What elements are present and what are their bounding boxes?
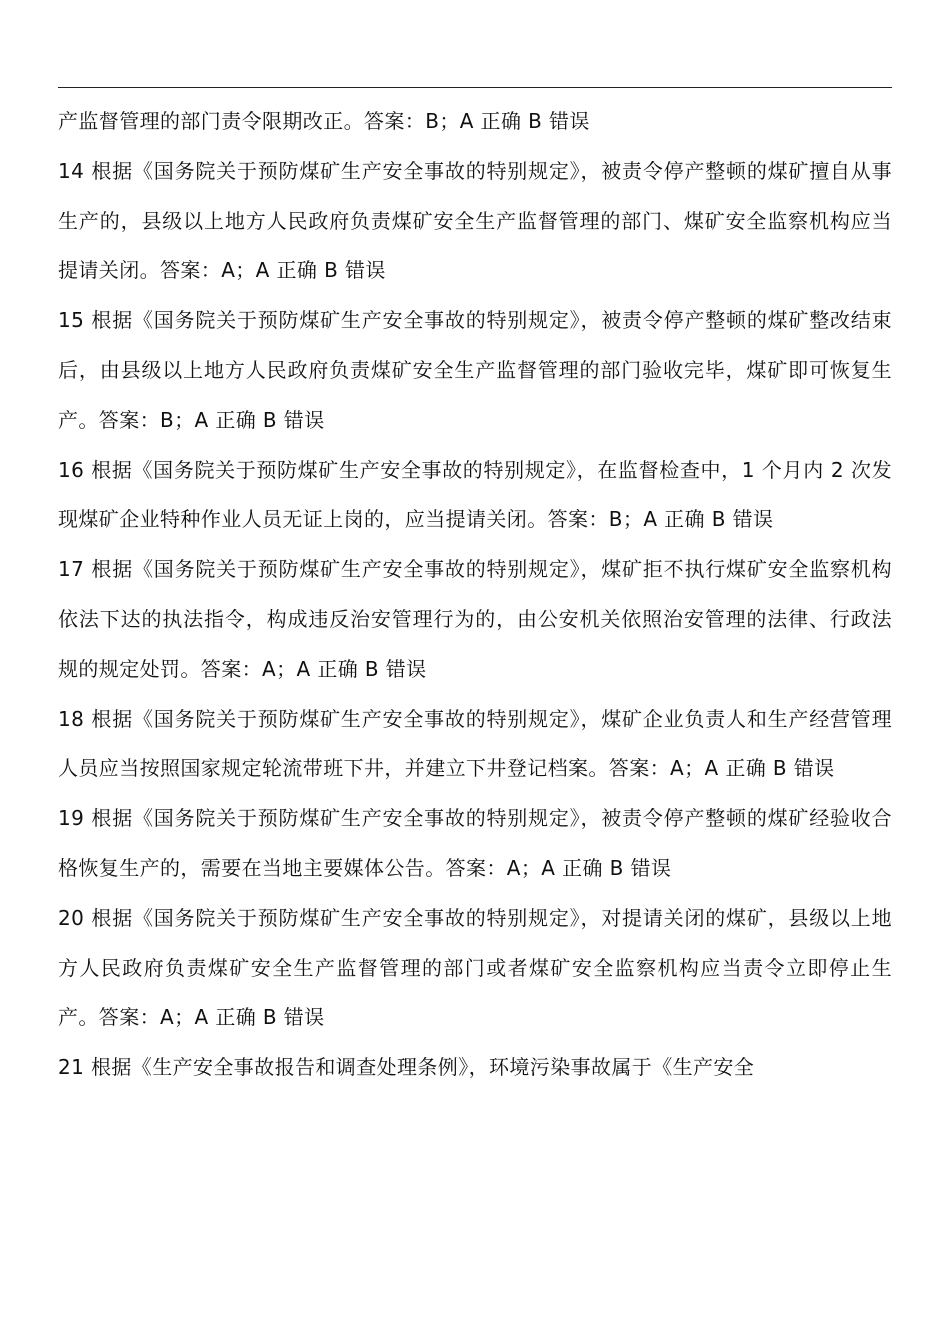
question-20: 20 根据《国务院关于预防煤矿生产安全事故的特别规定》，对提请关闭的煤矿，县级以上地方人民政府负责煤矿安全生产监督管理的部门或者煤矿安全监察机构应当责令立即停止生产。答案：A；A 正确 B 错误 [58,905,892,1030]
header-rule [58,87,892,88]
question-18: 18 根据《国务院关于预防煤矿生产安全事故的特别规定》，煤矿企业负责人和生产经营管理人员应当按照国家规定轮流带班下井，并建立下井登记档案。答案：A；A 正确 B 错误 [58,706,892,781]
question-21: 21 根据《生产安全事故报告和调查处理条例》，环境污染事故属于《生产安全 [58,1055,755,1080]
question-17: 17 根据《国务院关于预防煤矿生产安全事故的特别规定》，煤矿拒不执行煤矿安全监察机构依法下达的执法指令，构成违反治安管理行为的，由公安机关依照治安管理的法律、行政法规的规定处罚。答案：A；A 正确 B 错误 [58,557,892,681]
document-body [58,97,892,1093]
question-15: 15 根据《国务院关于预防煤矿生产安全事故的特别规定》，被责令停产整顿的煤矿整改结束后，由县级以上地方人民政府负责煤矿安全生产监督管理的部门验收完毕，煤矿即可恢复生产。答案：B；A 正确 B 错误 [58,308,892,432]
question-14: 14 根据《国务院关于预防煤矿生产安全事故的特别规定》，被责令停产整顿的煤矿擅自从事生产的，县级以上地方人民政府负责煤矿安全生产监督管理的部门、煤矿安全监察机构应当提请关闭。答案：A；A 正确 B 错误 [58,158,892,283]
paragraph-continued-13: 产监督管理的部门责令限期改正。答案：B；A 正确 B 错误 [58,109,590,133]
question-19: 19 根据《国务院关于预防煤矿生产安全事故的特别规定》，被责令停产整顿的煤矿经验收合格恢复生产的，需要在当地主要媒体公告。答案：A；A 正确 B 错误 [58,806,892,880]
question-16: 16 根据《国务院关于预防煤矿生产安全事故的特别规定》，在监督检查中，1 个月内 2 次发现煤矿企业特种作业人员无证上岗的，应当提请关闭。答案：B；A 正确 B 错误 [58,457,892,532]
